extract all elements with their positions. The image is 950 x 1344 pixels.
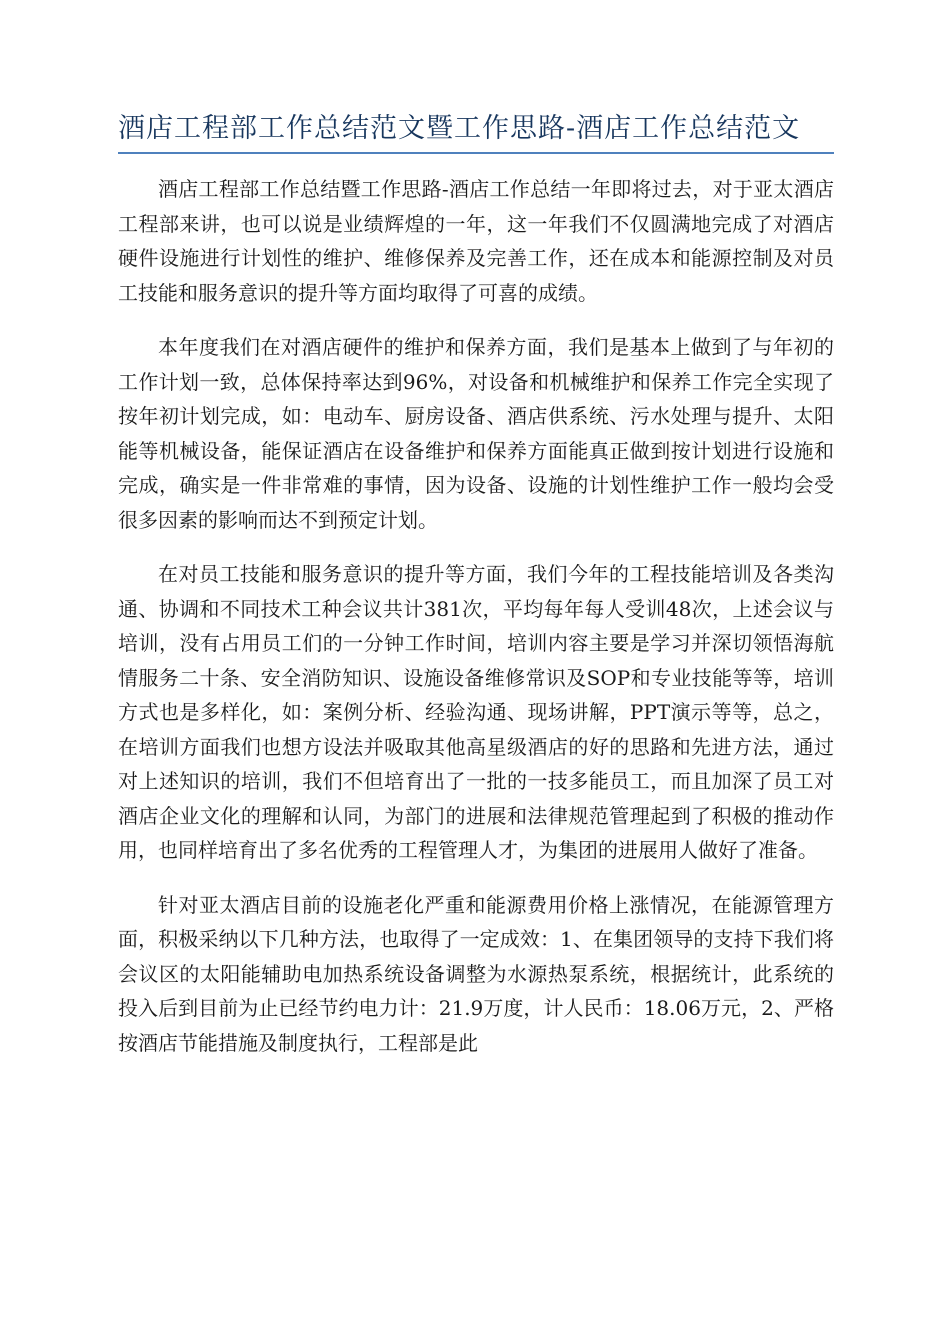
document-body <box>118 172 834 1080</box>
paragraph-training: 在对员工技能和服务意识的提升等方面，我们今年的工程技能培训及各类沟通、协调和不同技术工种会议共计381次，平均每年每人受训48次，上述会议与培训，没有占用员工们的一分钟工作时间，培训内容主要是学习并深切领悟海航情服务二十条、安全消防知识、设施设备维修常识及SOP和专业技能等等，培训方式也是多样化，如：案例分析、经验沟通、现场讲解，PPT演示等等，总之，在培训方面我们也想方设法并吸取其他高星级酒店的好的思路和先进方法，通过对上述知识的培训，我们不但培育出了一批的一技多能员工，而且加深了员工对酒店企业文化的理解和认同，为部门的进展和法律规范管理起到了积极的推动作用，也同样培育出了多名优秀的工程管理人才，为集团的进展用人做好了准备。 <box>118 562 834 862</box>
paragraph-maintenance: 本年度我们在对酒店硬件的维护和保养方面，我们是基本上做到了与年初的工作计划一致，总体保持率达到96%，对设备和机械维护和保养工作完全实现了按年初计划完成，如：电动车、厨房设备、酒店供系统、污水处理与提升、太阳能等机械设备，能保证酒店在设备维护和保养方面能真正做到按计划进行设施和完成，确实是一件非常难的事情，因为设备、设施的计划性维护工作一般均会受很多因素的影响而达不到预定计划。 <box>118 335 834 532</box>
paragraph-intro: 酒店工程部工作总结暨工作思路-酒店工作总结一年即将过去，对于亚太酒店工程部来讲，也可以说是业绩辉煌的一年，这一年我们不仅圆满地完成了对酒店硬件设施进行计划性的维护、维修保养及完善工作，还在成本和能源控制及对员工技能和服务意识的提升等方面均取得了可喜的成绩。 <box>118 177 834 305</box>
paragraph-energy: 针对亚太酒店目前的设施老化严重和能源费用价格上涨情况，在能源管理方面，积极采纳以下几种方法，也取得了一定成效：1、在集团领导的支持下我们将会议区的太阳能辅助电加热系统设备调整为水源热泵系统，根据统计，此系统的投入后到目前为止已经节约电力计：21.9万度，计人民币：18.06万元，2、严格按酒店节能措施及制度执行，工程部是此 <box>118 892 834 1055</box>
title-block <box>118 112 834 154</box>
document-title: 酒店工程部工作总结范文暨工作思路-酒店工作总结范文 <box>118 113 801 144</box>
